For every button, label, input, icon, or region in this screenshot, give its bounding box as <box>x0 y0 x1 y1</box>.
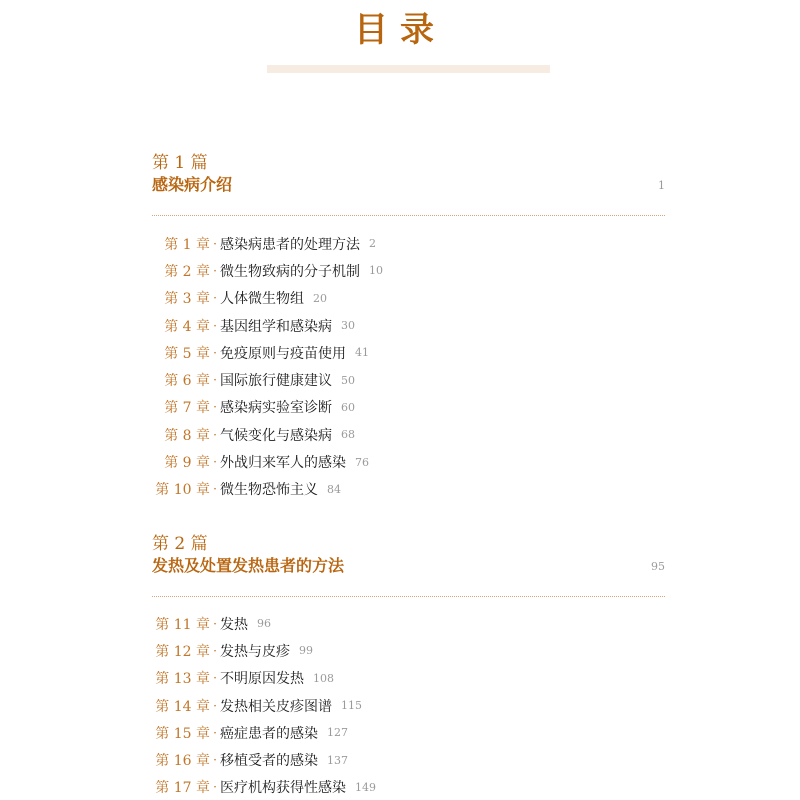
chapter-number: 第 9 章 <box>164 455 210 472</box>
chapter-number: 第 17 章 <box>155 780 210 797</box>
part-number: 第 2 篇 <box>152 534 208 554</box>
bullet-dot-icon: · <box>213 427 217 442</box>
part-1-divider <box>152 215 665 216</box>
chapter-title: 感染病实验室诊断 <box>220 400 332 417</box>
chapter-title: 医疗机构获得性感染 <box>220 780 346 797</box>
chapter-entry[interactable] <box>152 476 383 503</box>
part-number: 第 1 篇 <box>152 153 208 173</box>
chapter-entry[interactable] <box>152 285 383 312</box>
chapter-entry[interactable] <box>152 366 383 393</box>
bullet-dot-icon: · <box>213 236 217 251</box>
chapter-number: 第 11 章 <box>155 616 210 633</box>
chapter-number: 第 12 章 <box>155 643 210 660</box>
chapter-title: 国际旅行健康建议 <box>220 373 332 390</box>
chapter-title: 癌症患者的感染 <box>220 725 318 742</box>
chapter-page-number: 68 <box>341 428 355 442</box>
chapter-entry[interactable] <box>152 774 376 800</box>
part-1-header <box>152 152 665 196</box>
chapter-page-number: 149 <box>355 780 376 794</box>
chapter-number: 第 6 章 <box>164 373 210 390</box>
chapter-number: 第 15 章 <box>155 725 210 742</box>
bullet-dot-icon: · <box>213 643 217 658</box>
part-page-number: 95 <box>651 560 665 573</box>
chapter-page-number: 41 <box>355 346 369 360</box>
part-title-row <box>152 555 665 577</box>
chapter-entry[interactable] <box>152 448 383 475</box>
chapter-page-number: 2 <box>369 237 376 251</box>
chapter-entry[interactable] <box>152 637 376 664</box>
bullet-dot-icon: · <box>213 698 217 713</box>
part-2-chapter-list <box>152 610 376 800</box>
chapter-page-number: 50 <box>341 373 355 387</box>
chapter-page-number: 30 <box>341 319 355 333</box>
chapter-page-number: 127 <box>327 726 348 740</box>
chapter-entry[interactable] <box>152 746 376 773</box>
chapter-entry[interactable] <box>152 257 383 284</box>
bullet-dot-icon: · <box>213 725 217 740</box>
chapter-entry[interactable] <box>152 610 376 637</box>
chapter-page-number: 115 <box>341 699 362 713</box>
chapter-title: 移植受者的感染 <box>220 753 318 770</box>
chapter-number: 第 14 章 <box>155 698 210 715</box>
chapter-number: 第 3 章 <box>164 291 210 308</box>
chapter-entry[interactable] <box>152 339 383 366</box>
chapter-entry[interactable] <box>152 394 383 421</box>
chapter-page-number: 96 <box>257 617 271 631</box>
title-underline-bar <box>267 65 550 73</box>
chapter-number: 第 7 章 <box>164 400 210 417</box>
chapter-title: 微生物致病的分子机制 <box>220 263 360 280</box>
bullet-dot-icon: · <box>213 616 217 631</box>
chapter-entry[interactable] <box>152 312 383 339</box>
bullet-dot-icon: · <box>213 753 217 768</box>
chapter-title: 微生物恐怖主义 <box>220 482 318 499</box>
chapter-number: 第 1 章 <box>164 236 210 253</box>
chapter-entry[interactable] <box>152 230 383 257</box>
bullet-dot-icon: · <box>213 373 217 388</box>
chapter-number: 第 13 章 <box>155 671 210 688</box>
chapter-page-number: 76 <box>355 455 369 469</box>
chapter-page-number: 84 <box>327 482 341 496</box>
chapter-page-number: 20 <box>313 291 327 305</box>
bullet-dot-icon: · <box>213 780 217 795</box>
bullet-dot-icon: · <box>213 400 217 415</box>
chapter-entry[interactable] <box>152 665 376 692</box>
chapter-entry[interactable] <box>152 421 383 448</box>
bullet-dot-icon: · <box>213 455 217 470</box>
chapter-entry[interactable] <box>152 692 376 719</box>
chapter-page-number: 60 <box>341 400 355 414</box>
part-1-chapter-list <box>152 230 383 503</box>
part-2-divider <box>152 596 665 597</box>
part-title-row <box>152 174 665 196</box>
chapter-number: 第 2 章 <box>164 263 210 280</box>
chapter-title: 基因组学和感染病 <box>220 318 332 335</box>
chapter-page-number: 99 <box>299 644 313 658</box>
bullet-dot-icon: · <box>213 671 217 686</box>
chapter-title: 发热 <box>220 616 248 633</box>
chapter-number: 第 8 章 <box>164 427 210 444</box>
chapter-title: 感染病患者的处理方法 <box>220 236 360 253</box>
chapter-number: 第 5 章 <box>164 345 210 362</box>
chapter-title: 人体微生物组 <box>220 291 304 308</box>
chapter-title: 发热相关皮疹图谱 <box>220 698 332 715</box>
part-page-number: 1 <box>658 179 665 192</box>
bullet-dot-icon: · <box>213 318 217 333</box>
part-title[interactable]: 发热及处置发热患者的方法 <box>152 556 345 575</box>
chapter-title: 气候变化与感染病 <box>220 427 332 444</box>
bullet-dot-icon: · <box>213 482 217 497</box>
part-2-header <box>152 533 665 577</box>
chapter-page-number: 10 <box>369 264 383 278</box>
page-title: 目录 <box>354 10 446 50</box>
chapter-page-number: 108 <box>313 671 334 685</box>
part-title[interactable]: 感染病介绍 <box>152 175 233 194</box>
chapter-number: 第 10 章 <box>155 482 210 499</box>
chapter-number: 第 4 章 <box>164 318 210 335</box>
chapter-title: 免疫原则与疫苗使用 <box>220 345 346 362</box>
chapter-number: 第 16 章 <box>155 753 210 770</box>
chapter-title: 外战归来军人的感染 <box>220 455 346 472</box>
bullet-dot-icon: · <box>213 291 217 306</box>
chapter-entry[interactable] <box>152 719 376 746</box>
chapter-title: 不明原因发热 <box>220 671 304 688</box>
chapter-page-number: 137 <box>327 753 348 767</box>
chapter-title: 发热与皮疹 <box>220 643 290 660</box>
bullet-dot-icon: · <box>213 263 217 278</box>
bullet-dot-icon: · <box>213 345 217 360</box>
